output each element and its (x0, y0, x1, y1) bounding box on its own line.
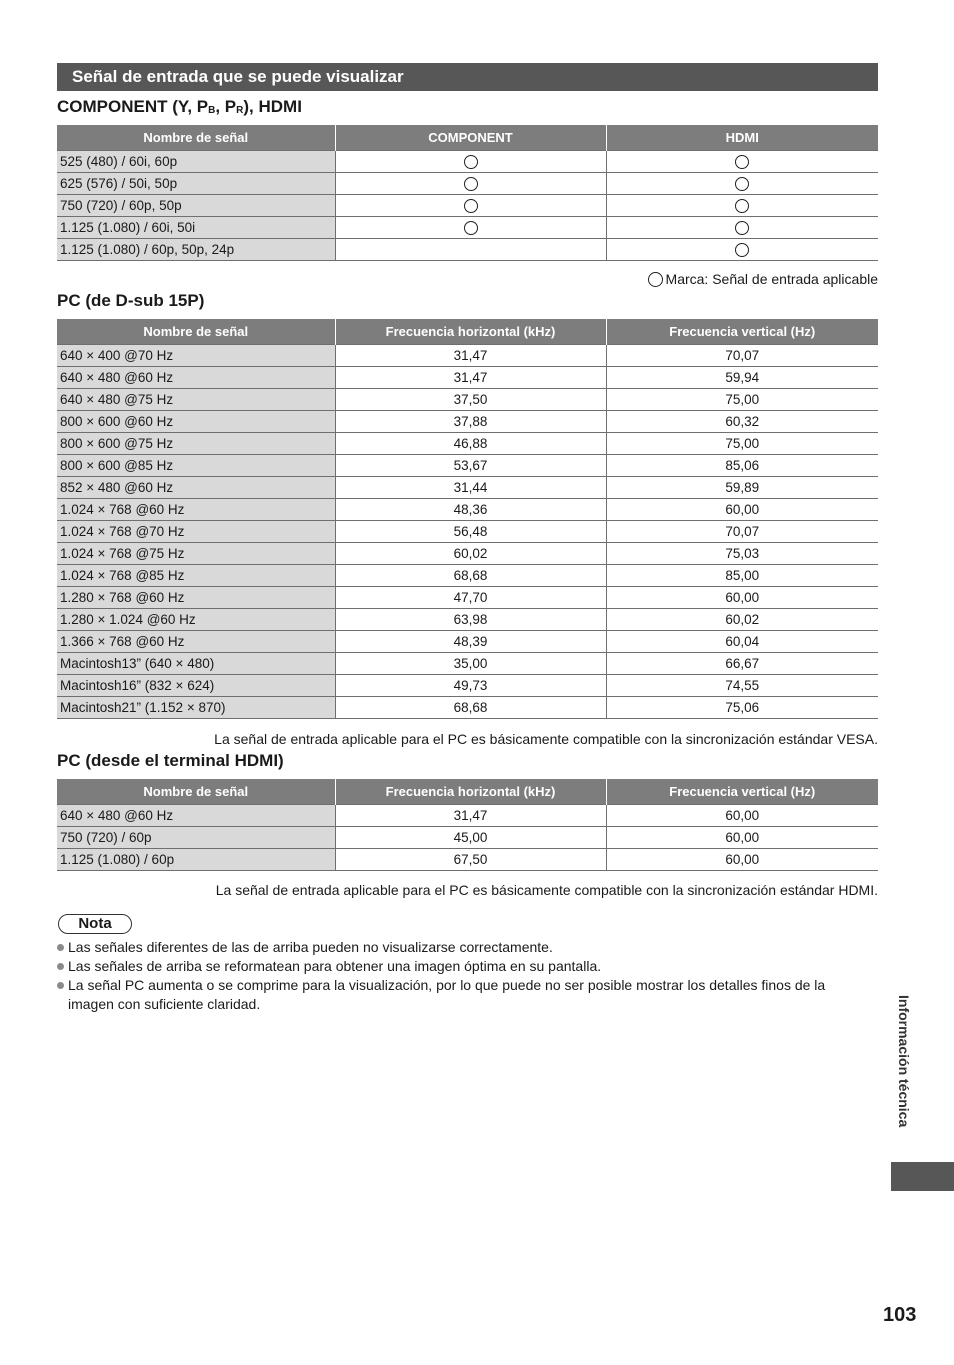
bullet-icon (57, 944, 64, 951)
table-header-row (57, 779, 878, 805)
table-row (57, 565, 878, 587)
table-row (57, 543, 878, 565)
bullet-icon (57, 963, 64, 970)
signal-name-cell: Macintosh13” (640 × 480) (57, 653, 335, 675)
vertical-frequency-cell: 70,07 (606, 521, 878, 543)
table-row (57, 499, 878, 521)
component-heading: COMPONENT (Y, $P_B$, $P_R$), HDMI (57, 97, 302, 116)
horizontal-frequency-cell: 35,00 (335, 653, 606, 675)
signal-name-cell: 1.125 (1.080) / 60p (57, 849, 335, 871)
signal-name-cell: 1.024 × 768 @60 Hz (57, 499, 335, 521)
signal-name-cell: 1.280 × 1.024 @60 Hz (57, 609, 335, 631)
horizontal-frequency-cell: 49,73 (335, 675, 606, 697)
signal-name-cell: Macintosh21” (1.152 × 870) (57, 697, 335, 719)
circle-mark-icon (464, 155, 478, 169)
column-header: Frecuencia horizontal (kHz) (335, 779, 606, 805)
column-header: HDMI (606, 125, 878, 151)
vertical-frequency-cell: 60,00 (606, 827, 878, 849)
column-header: COMPONENT (335, 125, 606, 151)
horizontal-frequency-cell: 60,02 (335, 543, 606, 565)
vertical-frequency-cell: 60,00 (606, 849, 878, 871)
component-cell (335, 217, 606, 239)
vertical-frequency-cell: 66,67 (606, 653, 878, 675)
signal-name-cell: 640 × 480 @60 Hz (57, 367, 335, 389)
vertical-frequency-cell: 60,02 (606, 609, 878, 631)
side-tab-marker (891, 1162, 954, 1191)
table-row (57, 389, 878, 411)
circle-mark-icon (648, 272, 663, 287)
horizontal-frequency-cell: 67,50 (335, 849, 606, 871)
table-row (57, 849, 878, 871)
vertical-frequency-cell: 70,07 (606, 345, 878, 367)
horizontal-frequency-cell: 37,88 (335, 411, 606, 433)
vertical-frequency-cell: 75,03 (606, 543, 878, 565)
list-item: La señal PC aumenta o se comprime para la visualización, por lo que puede no ser posible mostrar los detalles finos de la imagen con suficiente claridad. (57, 976, 857, 1014)
nota-label: Nota (58, 914, 132, 934)
circle-mark-icon (735, 243, 749, 257)
horizontal-frequency-cell: 47,70 (335, 587, 606, 609)
signal-name-cell: 1.280 × 768 @60 Hz (57, 587, 335, 609)
table-row (57, 195, 878, 217)
component-cell (335, 151, 606, 173)
table-row (57, 217, 878, 239)
horizontal-frequency-cell: 31,47 (335, 805, 606, 827)
signal-name-cell: 852 × 480 @60 Hz (57, 477, 335, 499)
hdmi-cell (606, 151, 878, 173)
table-row (57, 173, 878, 195)
table-row (57, 455, 878, 477)
horizontal-frequency-cell: 48,39 (335, 631, 606, 653)
vertical-frequency-cell: 60,00 (606, 587, 878, 609)
table-row (57, 675, 878, 697)
nota-list (57, 938, 857, 1014)
horizontal-frequency-cell: 31,47 (335, 367, 606, 389)
signal-name-cell: 800 × 600 @60 Hz (57, 411, 335, 433)
table-row (57, 239, 878, 261)
horizontal-frequency-cell: 68,68 (335, 565, 606, 587)
signal-name-cell: 625 (576) / 50i, 50p (57, 173, 335, 195)
component-table (57, 125, 878, 261)
vertical-frequency-cell: 85,06 (606, 455, 878, 477)
hdmi-footnote: La señal de entrada aplicable para el PC es básicamente compatible con la sincronización estándar HDMI. (215, 882, 878, 898)
table-header-row (57, 319, 878, 345)
horizontal-frequency-cell: 68,68 (335, 697, 606, 719)
table-row (57, 477, 878, 499)
signal-name-cell: 800 × 600 @85 Hz (57, 455, 335, 477)
bullet-icon (57, 982, 64, 989)
horizontal-frequency-cell: 46,88 (335, 433, 606, 455)
circle-mark-icon (464, 221, 478, 235)
hdmi-cell (606, 195, 878, 217)
table-row (57, 587, 878, 609)
table-row (57, 653, 878, 675)
hdmi-cell (606, 217, 878, 239)
table-row (57, 521, 878, 543)
horizontal-frequency-cell: 48,36 (335, 499, 606, 521)
horizontal-frequency-cell: 63,98 (335, 609, 606, 631)
column-header: Nombre de señal (57, 319, 335, 345)
column-header: Nombre de señal (57, 779, 335, 805)
circle-mark-icon (464, 199, 478, 213)
vertical-frequency-cell: 74,55 (606, 675, 878, 697)
horizontal-frequency-cell: 53,67 (335, 455, 606, 477)
component-cell (335, 173, 606, 195)
section-banner: Señal de entrada que se puede visualizar (57, 63, 878, 91)
table-row (57, 433, 878, 455)
table-row (57, 805, 878, 827)
pc-dsub-table (57, 319, 878, 719)
horizontal-frequency-cell: 56,48 (335, 521, 606, 543)
list-item: Las señales diferentes de las de arriba pueden no visualizarse correctamente. (57, 938, 857, 957)
vesa-footnote: La señal de entrada aplicable para el PC es básicamente compatible con la sincronización estándar VESA. (214, 731, 878, 747)
list-item: Las señales de arriba se reformatean para obtener una imagen óptima en su pantalla. (57, 957, 857, 976)
table-row (57, 827, 878, 849)
signal-name-cell: 1.366 × 768 @60 Hz (57, 631, 335, 653)
vertical-frequency-cell: 75,06 (606, 697, 878, 719)
signal-name-cell: Macintosh16” (832 × 624) (57, 675, 335, 697)
vertical-frequency-cell: 60,00 (606, 805, 878, 827)
column-header: Frecuencia horizontal (kHz) (335, 319, 606, 345)
table-row (57, 367, 878, 389)
signal-name-cell: 1.024 × 768 @85 Hz (57, 565, 335, 587)
signal-name-cell: 1.125 (1.080) / 60p, 50p, 24p (57, 239, 335, 261)
table-row (57, 151, 878, 173)
component-cell (335, 195, 606, 217)
horizontal-frequency-cell: 45,00 (335, 827, 606, 849)
vertical-frequency-cell: 60,00 (606, 499, 878, 521)
column-header: Frecuencia vertical (Hz) (606, 779, 878, 805)
signal-name-cell: 750 (720) / 60p (57, 827, 335, 849)
table-row (57, 609, 878, 631)
hdmi-cell (606, 173, 878, 195)
horizontal-frequency-cell: 31,44 (335, 477, 606, 499)
pc-hdmi-table (57, 779, 878, 871)
signal-name-cell: 640 × 480 @60 Hz (57, 805, 335, 827)
vertical-frequency-cell: 60,04 (606, 631, 878, 653)
signal-name-cell: 1.125 (1.080) / 60i, 50i (57, 217, 335, 239)
signal-name-cell: 525 (480) / 60i, 60p (57, 151, 335, 173)
hdmi-cell (606, 239, 878, 261)
column-header: Frecuencia vertical (Hz) (606, 319, 878, 345)
vertical-frequency-cell: 59,89 (606, 477, 878, 499)
page-number: 103 (883, 1304, 917, 1326)
column-header: Nombre de señal (57, 125, 335, 151)
table-row (57, 697, 878, 719)
mark-legend: Marca: Señal de entrada aplicable (648, 271, 878, 287)
pc-dsub-heading: PC (de D-sub 15P) (57, 291, 205, 310)
signal-name-cell: 800 × 600 @75 Hz (57, 433, 335, 455)
signal-name-cell: 640 × 400 @70 Hz (57, 345, 335, 367)
table-row (57, 631, 878, 653)
signal-name-cell: 750 (720) / 60p, 50p (57, 195, 335, 217)
vertical-frequency-cell: 75,00 (606, 389, 878, 411)
circle-mark-icon (735, 221, 749, 235)
signal-name-cell: 1.024 × 768 @70 Hz (57, 521, 335, 543)
table-row (57, 345, 878, 367)
pc-hdmi-heading: PC (desde el terminal HDMI) (57, 751, 284, 770)
signal-name-cell: 1.024 × 768 @75 Hz (57, 543, 335, 565)
horizontal-frequency-cell: 37,50 (335, 389, 606, 411)
component-cell (335, 239, 606, 261)
side-tab-label: Información técnica (896, 995, 912, 1128)
vertical-frequency-cell: 59,94 (606, 367, 878, 389)
circle-mark-icon (735, 155, 749, 169)
table-header-row (57, 125, 878, 151)
signal-name-cell: 640 × 480 @75 Hz (57, 389, 335, 411)
vertical-frequency-cell: 75,00 (606, 433, 878, 455)
circle-mark-icon (735, 177, 749, 191)
vertical-frequency-cell: 60,32 (606, 411, 878, 433)
table-row (57, 411, 878, 433)
vertical-frequency-cell: 85,00 (606, 565, 878, 587)
horizontal-frequency-cell: 31,47 (335, 345, 606, 367)
circle-mark-icon (735, 199, 749, 213)
circle-mark-icon (464, 177, 478, 191)
